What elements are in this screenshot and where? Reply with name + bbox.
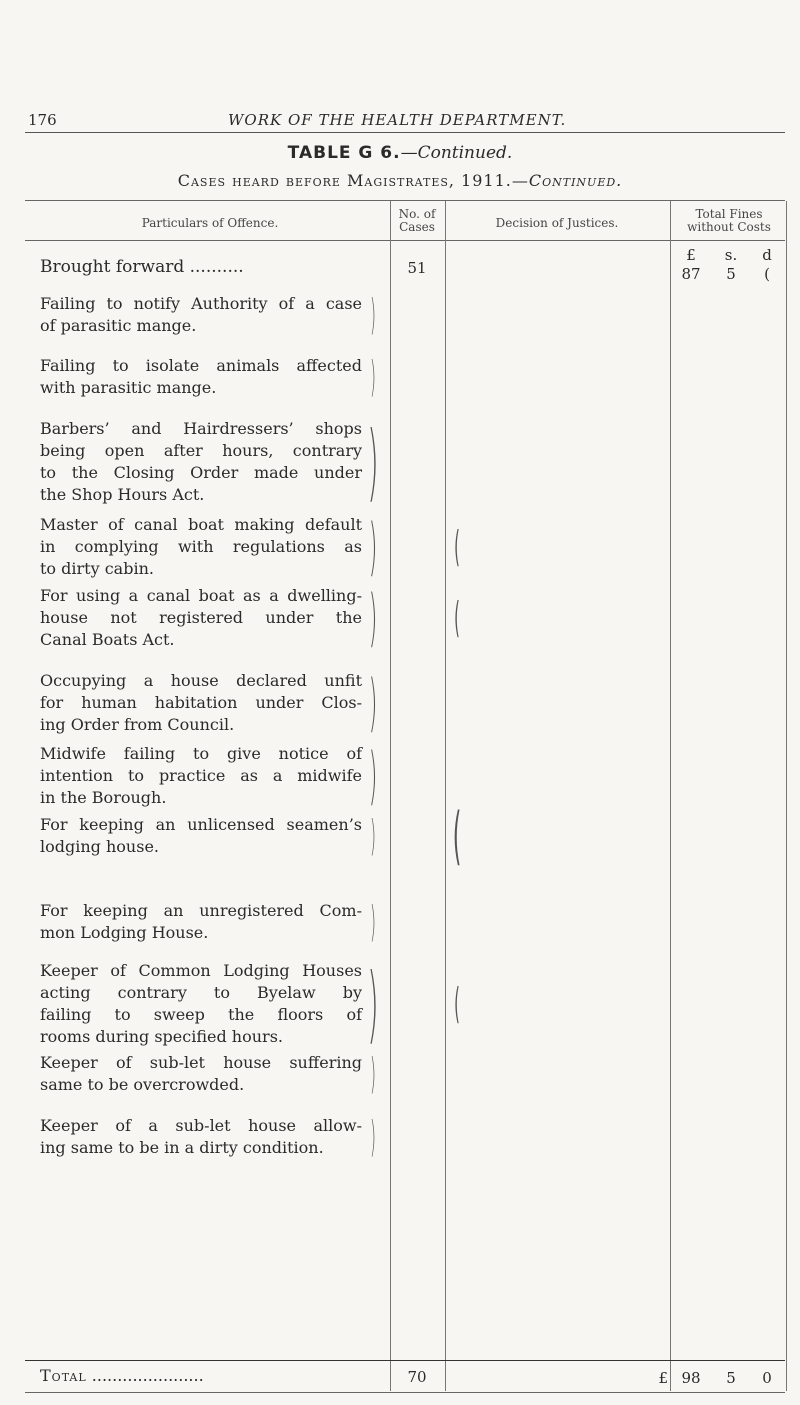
col-rule-fines [670,201,671,1391]
brace-left: ( [454,522,460,571]
brace-right: ) [370,1112,376,1161]
offence-line: Keeper of Common Lodging Houses [40,961,362,980]
total-row: Total ...................... [40,1366,204,1385]
brought-forward-pounds: 87 [681,265,701,283]
brace-right: ) [367,413,379,511]
table-title-italic: —Continued. [400,143,513,163]
brace-left: ( [454,593,460,642]
brace-right: ) [368,581,378,654]
table-subtitle [0,171,800,190]
currency-pence-header: d [762,246,772,264]
brought-forward-pence: ( [764,265,770,283]
offence-line: being open after hours, contrary [40,441,362,460]
running-head: WORK OF THE HEALTH DEPARTMENT. [228,111,567,129]
brace-right: ) [370,290,376,339]
offence-line: Keeper of sub-let house suffering [40,1053,362,1072]
col-header-fines: Total Fines without Costs [687,207,771,234]
offence-line: Master of canal boat making default [40,515,362,534]
total-shillings: 5 [726,1369,736,1387]
col-header-decision: Decision of Justices. [495,216,619,230]
currency-shillings-header: s. [724,246,738,264]
col-rule-right [786,201,787,1391]
offence-line: intention to practice as a midwife [40,766,362,785]
total-cases: 70 [407,1368,427,1386]
offence-line: with parasitic mange. [40,378,217,397]
table-top-rule [25,200,785,201]
total-label: Total [40,1366,87,1385]
table-title-bold: TABLE G 6. [287,143,401,163]
offence-line: Failing to notify Authority of a case [40,294,362,313]
brace-right: ) [368,666,378,739]
offence-line: lodging house. [40,837,159,856]
table-bottom-rule [25,1392,785,1393]
col-rule-cases [390,201,391,1391]
currency-pounds-header: £ [686,246,696,264]
total-currency: £ [658,1369,668,1387]
brought-forward-shillings: 5 [726,265,736,283]
offence-line: Barbers’ and Hairdressers’ shops [40,419,362,438]
brace-right: ) [367,955,379,1053]
offence-line: ing Order from Council. [40,715,235,734]
brought-forward-label: Brought forward [40,257,185,277]
offence-line: For keeping an unlicensed seamen’s [40,815,362,834]
offence-line: failing to sweep the floors of [40,1005,362,1024]
brace-right: ) [370,897,376,946]
offence-line: of parasitic mange. [40,316,197,335]
header-bottom-rule [25,240,785,241]
offence-line: Failing to isolate animals affected [40,356,362,375]
page-number: 176 [28,111,57,129]
table-title [0,143,800,163]
offence-line: in complying with regulations as [40,537,362,556]
brace-right: ) [370,1049,376,1098]
total-pence: 0 [762,1369,772,1387]
brace-right: ) [370,811,376,860]
offence-line: Keeper of a sub-let house allow- [40,1116,362,1135]
col-header-cases: No. of Cases [398,207,436,234]
offence-line: the Shop Hours Act. [40,485,205,504]
total-rule [25,1360,785,1361]
subtitle-italic: —Continued. [511,171,623,190]
offence-line: rooms during specified hours. [40,1027,283,1046]
brought-forward-row: Brought forward .......... [40,257,244,277]
offence-line: ing same to be in a dirty condition. [40,1138,324,1157]
brace-left: ( [454,979,460,1028]
brace-right: ) [370,352,376,401]
offence-line: acting contrary to Byelaw by [40,983,362,1002]
col-rule-decision [445,201,446,1391]
offence-line: For using a canal boat as a dwelling- [40,586,362,605]
offence-line: same to be overcrowded. [40,1075,245,1094]
subtitle-main: Cases heard before Magistrates, 1911. [177,171,512,190]
offence-line: for human habitation under Clos- [40,693,362,712]
offence-line: house not registered under the [40,608,362,627]
brace-right: ) [368,739,378,812]
total-pounds: 98 [681,1369,701,1387]
offence-line: Occupying a house declared unfit [40,671,362,690]
brace-left: ( [452,799,462,872]
brought-forward-cases: 51 [407,259,427,277]
col-header-particulars: Particulars of Offence. [141,216,279,230]
offence-line: to dirty cabin. [40,559,154,578]
offence-line: For keeping an unregistered Com- [40,901,362,920]
brace-right: ) [368,510,378,583]
offence-line: mon Lodging House. [40,923,209,942]
offence-line: Canal Boats Act. [40,630,175,649]
header-rule [25,132,785,133]
offence-line: Midwife failing to give notice of [40,744,362,763]
offence-line: in the Borough. [40,788,167,807]
offence-line: to the Closing Order made under [40,463,362,482]
